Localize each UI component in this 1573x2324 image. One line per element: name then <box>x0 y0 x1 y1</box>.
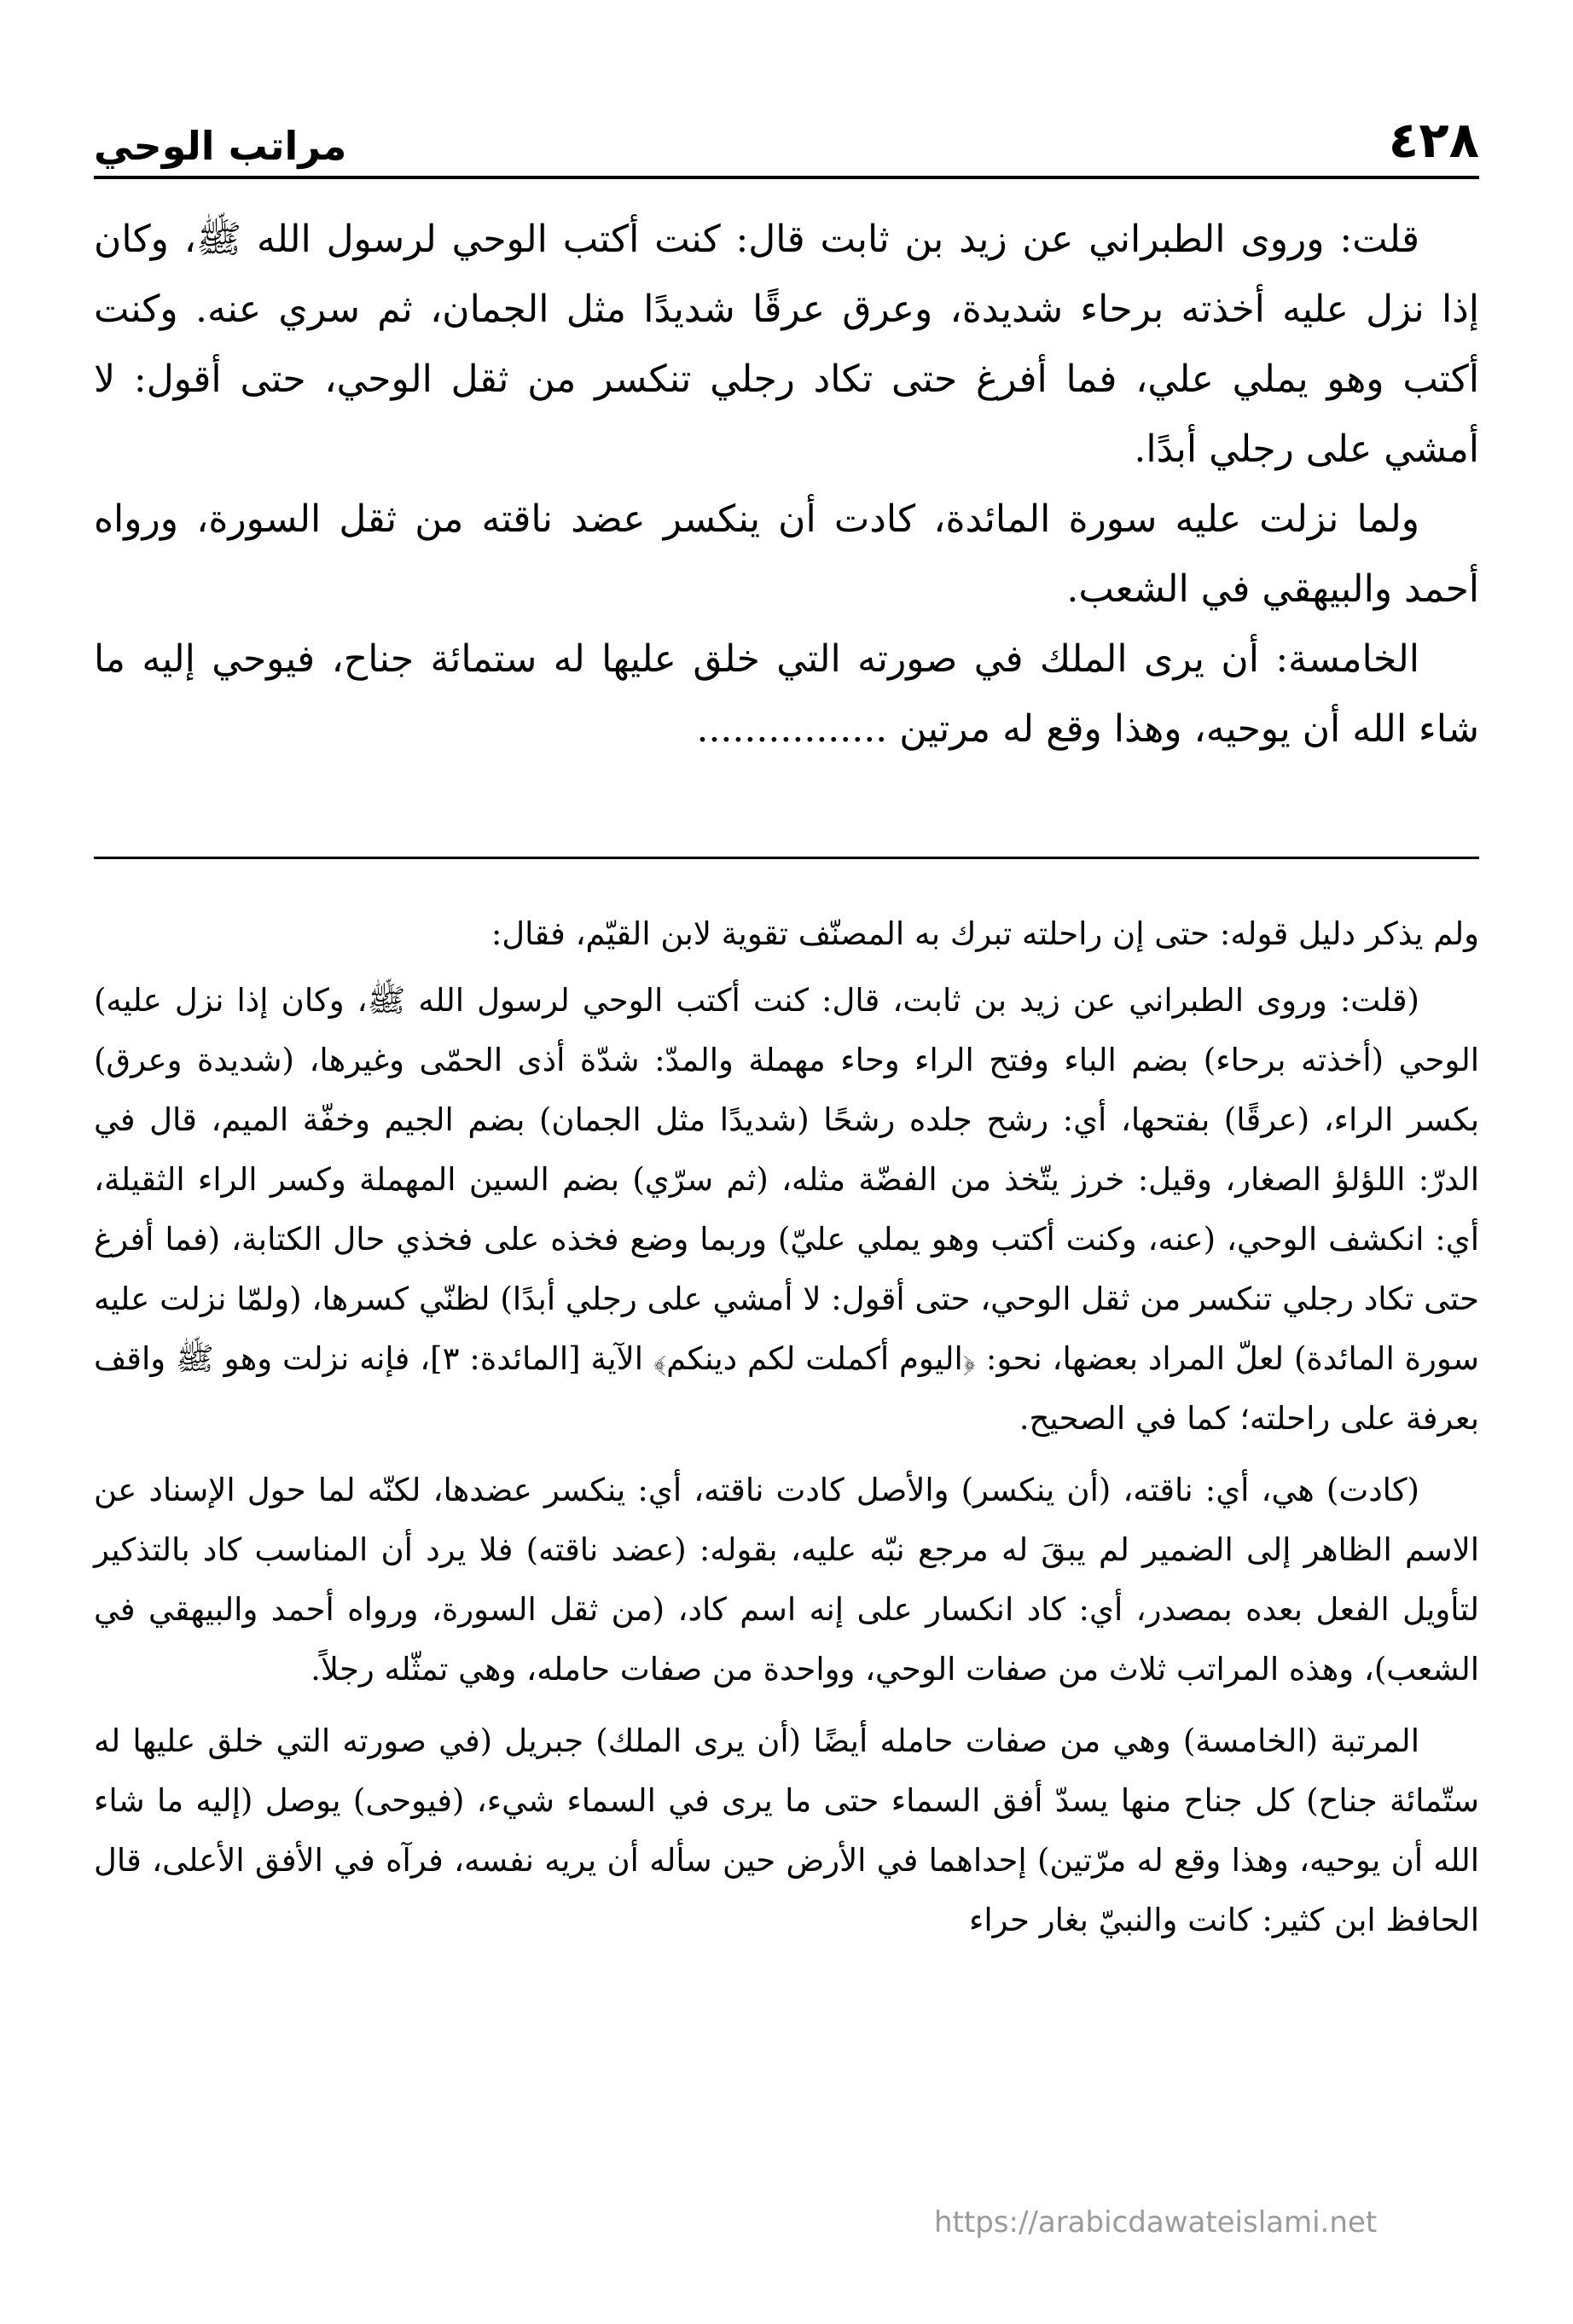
page-header <box>94 101 1479 169</box>
commentary-text <box>94 904 1479 1962</box>
page-number: ٤٢٨ <box>1388 111 1479 169</box>
main-paragraph: قلت: وروى الطبراني عن زيد بن ثابت قال: كنت أكتب الوحي لرسول الله ﷺ، وكان إذا نزل عليه أخذته برحاء شديدة، وعرق عرقًا شديدًا مثل الجمان، ثم سري عنه. وكنت أكتب وهو يملي علي، فما أفرغ حتى تكاد رجلي تنكسر من ثقل الوحي، حتى أقول: لا أمشي على رجلي أبدًا. <box>94 218 1480 471</box>
continuation-dots: ................ <box>696 707 888 751</box>
running-title: مراتب الوحي <box>94 123 347 169</box>
commentary-paragraph: ولم يذكر دليل قوله: حتى إن راحلته تبرك به المصنّف تقوية لابن القيّم، فقال: <box>490 915 1479 952</box>
fifth-rank-text: الخامسة: أن يرى الملك في صورته التي خلق عليها له ستمائة جناح، فيوحي إليه ما شاء الله أن يوحيه، وهذا وقع له مرتين <box>94 637 1479 751</box>
main-paragraph: ولما نزلت عليه سورة المائدة، كادت أن ينكسر عضد ناقته من ثقل السورة، ورواه أحمد والبيهقي في الشعب. <box>94 497 1479 611</box>
main-text <box>94 205 1479 764</box>
header-rule <box>94 176 1479 179</box>
commentary-paragraph: (كادت) هي، أي: ناقته، (أن ينكسر) والأصل كادت ناقته، أي: ينكسر عضدها، لكنّه لما حول الإسناد عن الاسم الظاهر إلى الضمير لم يبقَ له مرجع نبّه عليه، بقوله: (عضد ناقته) فلا يرد أن المناسب ك‍اد بالتذكير لتأويل الفعل بعده بمصدر، أي: كاد انكسار على إنه اسم كاد، (من ثقل السورة، ورواه أحمد والبيهقي في الشعب)، وهذه المراتب ثلاث من صفات الوحي، وواحدة من صفات حامله، وهي تمثّله رجلاً. <box>94 1472 1479 1688</box>
commentary-paragraph: (قلت: وروى الطبراني عن زيد بن ثابت، قال: كنت أكتب الوحي لرسول الله ﷺ، وكان إذا نزل عليه) الوحي (أخذته برحاء) بضم الباء وفتح الراء وحاء مهملة والمدّ: شدّة أذى الحمّى وغيرها، (شديدة وعرق) بكسر الراء، (عرقًا) بفتحها، أي: رشح جلده رشحًا (شديدًا مثل الجمان) بضم الجيم وخفّة الميم، قال في الدرّ: اللؤلؤ الصغار، وقيل: خرز يتّخذ من الفضّة مثله، (ثم سرّي) بضم السين المهملة وكسر الراء الثقيلة، أي: انكشف الوحي، (عنه، وكنت أكتب وهو يملي عليّ) وربما وضع فخذه على فخذي حال الكتابة، (فما أفرغ حتى تكاد رجلي تنكسر من ثقل الوحي، حتى أقول: لا أمشي على رجلي أبدًا) لظنّي كسرها، (ولمّا نزلت عليه سورة المائدة) لعلّ المراد بعضها، نحو: ﴿اليوم أكملت لكم دينكم﴾ الآية [المائدة: ٣]، فإنه نزلت وهو ﷺ واقف بعرفة على راحلته؛ كما في الصحيح. <box>94 982 1479 1437</box>
commentary-paragraph: المرتبة (الخامسة) وهي من صفات حامله أيضًا (أن يرى الملك) جبريل (في صورته التي خلق عليها له ستّمائة جناح) كل جناح منها يسدّ أفق السماء حتى ما يرى في السماء شيء، (فيوحى) يوصل (إليه ما شاء الله أن يوحيه، وهذا وقع له مرّتين) إحداهما في الأرض حين سأله أن يريه نفسه، فرآه في الأفق الأعلى، قال الحافظ ابن كثير: كانت والنبيّ بغار حراء <box>94 1723 1479 1938</box>
section-divider <box>94 857 1479 859</box>
main-paragraph-fifth <box>94 625 1479 764</box>
watermark-url: https://arabicdawateislami.net <box>934 2205 1378 2240</box>
